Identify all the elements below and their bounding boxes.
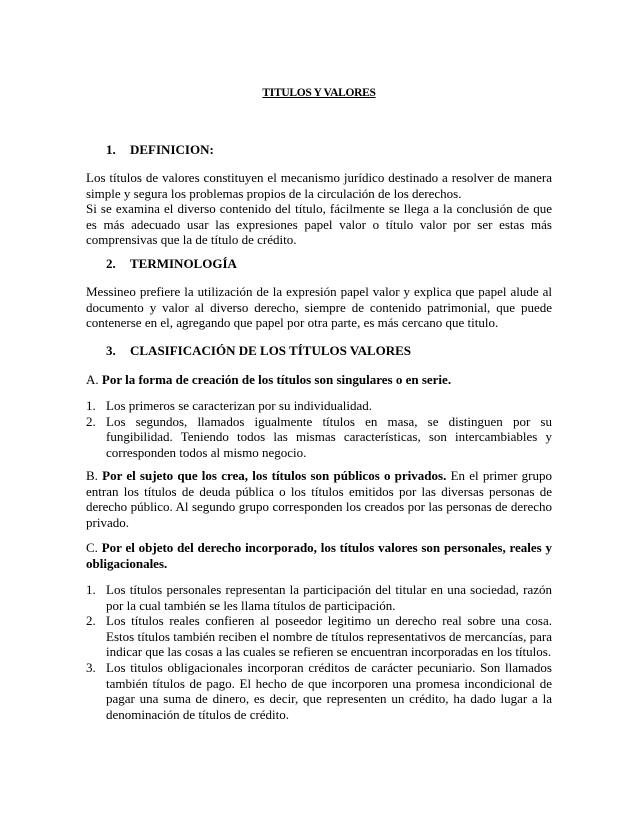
subsection-b (86, 468, 552, 530)
list-item (86, 398, 552, 414)
section-2-body (86, 284, 552, 331)
list-item-text: Los títulos personales representan la participación del titular en una sociedad, razón por la cual también se les llama títulos de participación. (106, 582, 552, 613)
section-1-body (86, 170, 552, 248)
subsection-a-list (86, 398, 552, 460)
list-item-text: Los primeros se caracterizan por su individualidad. (106, 398, 373, 413)
section-3-heading (106, 343, 411, 359)
list-item-number: 1. (86, 398, 96, 413)
subsection-letter: B. (86, 468, 98, 483)
list-item-number: 2. (86, 413, 96, 429)
subsection-a (86, 372, 552, 388)
subsection-bold-text: Por el sujeto que los crea, los títulos son públicos o privados. (102, 468, 447, 483)
section-number: 2. (106, 256, 116, 271)
section-2-heading (106, 256, 237, 272)
section-title: DEFINICION: (130, 142, 214, 157)
subsection-a-heading (86, 372, 552, 388)
paragraph: Si se examina el diverso contenido del título, fácilmente se llega a la conclusión de que es más adecuado usar las expresiones papel valor o título valor por ser estas más comprensivas que la de título de crédito. (86, 201, 552, 248)
section-number: 3. (106, 343, 116, 358)
subsection-letter: C. (86, 540, 98, 555)
subsection-text: En el primer grupo entran los títulos de deuda pública o los títulos emitidos por las diversas personas de derecho público. Al segundo grupo corresponden los creados por las personas de derecho privado. (86, 468, 553, 530)
list-item-text: Los titulos obligacionales incorporan créditos de carácter pecuniario. Son llamados también títulos de pago. El hecho de que incorporen una promesa incondicional de pagar una suma de dinero, es decir, que representen un crédito, ha dado lugar a la denominación de títulos de crédito. (106, 659, 552, 722)
list-item-text: Los segundos, llamados igualmente títulos en masa, se distinguen por su fungibilidad. Teniendo todos las mismas características, son intercambiables y corresponden todos al mismo negocio. (106, 413, 552, 460)
subsection-c-list (86, 582, 552, 722)
subsection-bold-text: Por la forma de creación de los títulos son singulares o en serie. (101, 372, 452, 387)
list-item-text: Los títulos reales confieren al poseedor legitimo un derecho real sobre una cosa. Estos títulos también reciben el nombre de títulos representativos de mercancías, para indicar que las cosas a las cuales se refieren se encuentran incorporadas en los títulos. (106, 613, 552, 660)
paragraph: Los títulos de valores constituyen el mecanismo jurídico destinado a resolver de manera simple y segura los problemas propios de la circulación de los derechos. (86, 170, 552, 201)
section-title: TERMINOLOGÍA (130, 256, 237, 271)
section-number: 1. (106, 142, 116, 157)
list-item-number: 1. (86, 582, 96, 597)
subsection-b-paragraph (86, 468, 552, 530)
list-item (86, 582, 552, 613)
list-item (86, 613, 552, 660)
subsection-c-heading (86, 540, 552, 571)
list-item (86, 414, 552, 461)
document-title: TITULOS Y VALORES (262, 87, 376, 99)
list-item-number: 3. (86, 659, 96, 675)
list-item-number: 2. (86, 613, 96, 629)
list-item (86, 660, 552, 722)
section-1-heading (106, 142, 214, 158)
subsection-bold-text: Por el objeto del derecho incorporado, los títulos valores son personales, reales y obligacionales. (86, 540, 553, 571)
subsection-c (86, 540, 552, 571)
paragraph: Messineo prefiere la utilización de la expresión papel valor y explica que papel alude al documento y valor al diverso derecho, siempre de contenido patrimonial, que puede contenerse en el, agregando que papel por otra parte, es más cercano que titulo. (86, 284, 552, 331)
subsection-letter: A. (86, 372, 99, 387)
section-title: CLASIFICACIÓN DE LOS TÍTULOS VALORES (130, 343, 412, 358)
